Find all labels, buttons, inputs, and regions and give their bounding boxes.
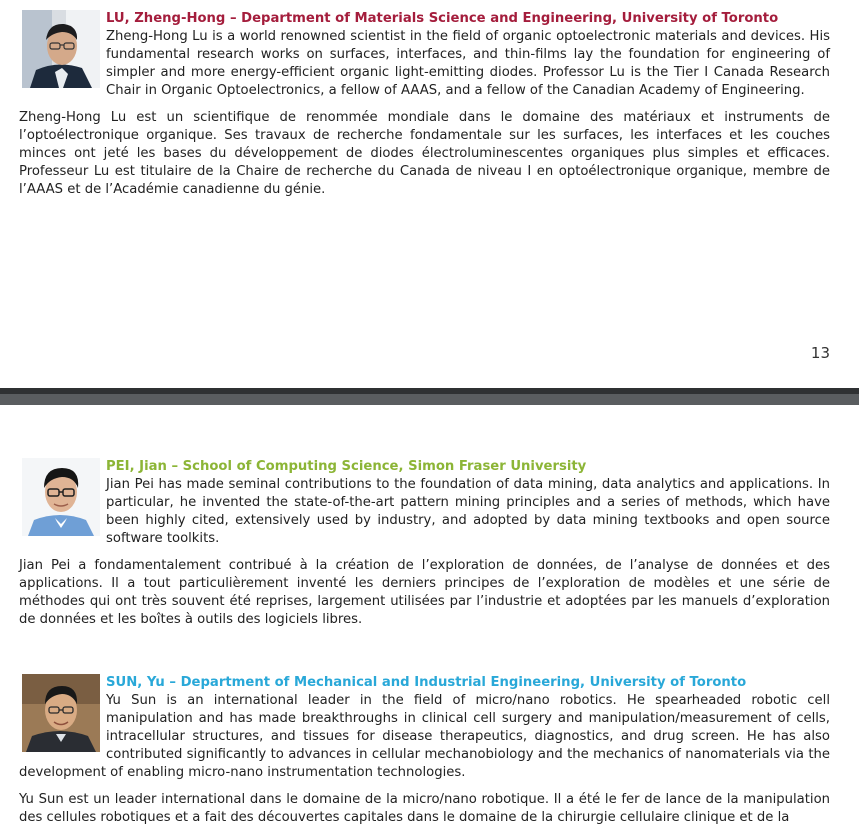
sun-photo bbox=[22, 674, 100, 752]
lu-bio-english: Zheng-Hong Lu is a world renowned scientist in the field of organic optoelectronic materials and devices. His fundamental research works on surfaces, interfaces, and thin-films lay the foundation for engineering of simpler and more energy-efficient organic light-emitting diodes. Professor Lu is the Tier I Canada Research Chair in Organic Optoelectronics, a fellow of AAAS, and a fellow of the Canadian Academy of Engineering. bbox=[106, 29, 830, 98]
bio-entry-lu bbox=[19, 10, 830, 199]
pei-bio-english: Jian Pei has made seminal contributions to the foundation of data mining, data analytics and applications. In particular, he invented the state-of-the-art pattern mining principles and a series of methods, which have been highly cited, extensively used by industry, and adopted by data mining textbooks and open source software toolkits. bbox=[106, 477, 830, 546]
bio-entry-sun bbox=[19, 674, 830, 827]
document-page-14 bbox=[0, 405, 859, 838]
pei-bio-french: Jian Pei a fondamentalement contribué à la création de l’exploration de données, de l’analyse de données et des applications. Il a tout particulièrement inventé les derniers principes de l’exploration de modèles et une série de méthodes qui ont très souvent été reprises, largement utilisées par l’industrie et adoptées par les manuels d’exploration de données et les boîtes à outils des logiciels libres. bbox=[19, 558, 830, 627]
sun-heading: SUN, Yu – Department of Mechanical and Industrial Engineering, University of Toronto bbox=[106, 675, 747, 690]
sun-bio-english: Yu Sun is an international leader in the field of micro/nano robotics. He spearheaded robotic cell manipulation and has made breakthroughs in clinical cell surgery and manipulation/measurement of cells, intracellular structures, and tissues for disease therapeutics, diagnostics, and drug screen. He has also contributed significantly to advances in cellular mechanobiology and the mechanics of nanomaterials via the development of enabling micro-nano instrumentation technologies. bbox=[19, 693, 830, 780]
page-number: 13 bbox=[810, 344, 830, 362]
pei-heading: PEI, Jian – School of Computing Science, Simon Fraser University bbox=[106, 459, 587, 474]
pei-photo bbox=[22, 458, 100, 536]
lu-photo bbox=[22, 10, 100, 88]
lu-bio-french: Zheng-Hong Lu est un scientifique de renommée mondiale dans le domaine des matériaux et instruments de l’optoélectronique organique. Ses travaux de recherche fondamentale sur les surfaces, les interfaces et les couches minces ont jeté les bases du développement de diodes électroluminescentes organiques plus simples et efficaces. Professeur Lu est titulaire de la Chaire de recherche du Canada de niveau I en optoélectronique organique, membre de l’AAAS et de l’Académie canadienne du génie. bbox=[19, 110, 830, 197]
document-page-13 bbox=[0, 0, 859, 388]
lu-heading: LU, Zheng-Hong – Department of Materials Science and Engineering, University of Toronto bbox=[106, 11, 779, 26]
page-separator bbox=[0, 388, 859, 405]
bio-entry-pei bbox=[19, 458, 830, 629]
sun-bio-french: Yu Sun est un leader international dans le domaine de la micro/nano robotique. Il a été le fer de lance de la manipulation des cellules robotiques et a fait des découvertes capitales dans le domaine de la chirurgie cellulaire clinique et de la bbox=[19, 792, 830, 825]
